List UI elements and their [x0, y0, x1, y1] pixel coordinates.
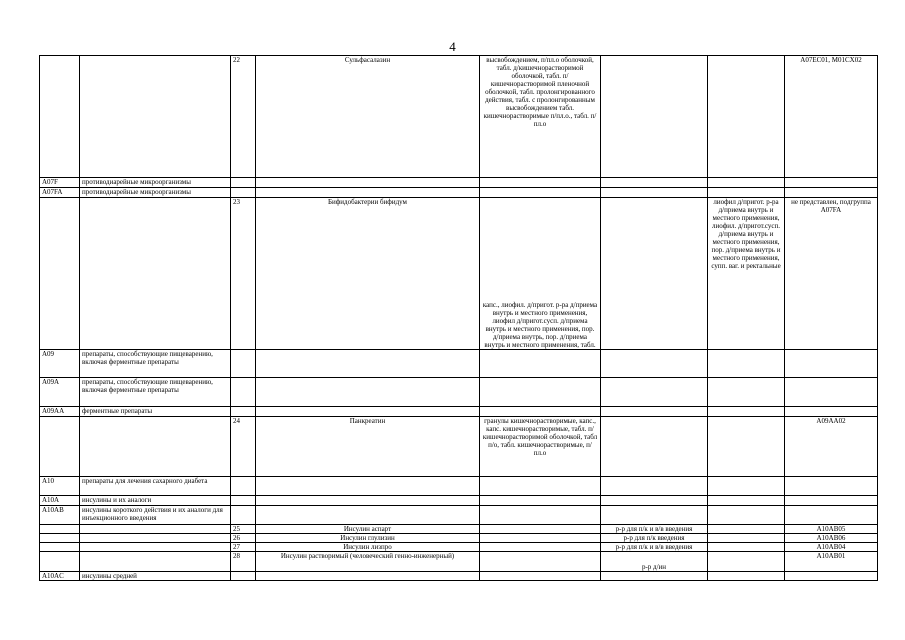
table-row [40, 188, 878, 198]
note-cell: A10AB01 [785, 552, 878, 572]
dosage-form-alt-cell: р-р для п/к и в/в введения [601, 525, 708, 534]
row-number-cell [231, 188, 256, 198]
group-name-cell: препараты, способствующие пищеварению, включая ферментные препараты [80, 378, 231, 407]
group-name-cell [80, 534, 231, 543]
atc-code-cell [40, 56, 80, 178]
dosage-form-alt-cell: р-р для п/к введения [601, 534, 708, 543]
dosage-form-cell [480, 534, 601, 543]
group-name-cell: инсулины средней [80, 572, 231, 581]
dosage-form-extra-cell [708, 417, 785, 477]
dosage-form-cell [480, 552, 601, 572]
drug-name-cell: Инсулин растворимый (человеческий генно-инженерный) [256, 552, 480, 572]
table-row [40, 417, 878, 477]
row-number-cell: 24 [231, 417, 256, 477]
note-cell: A09AA02 [785, 417, 878, 477]
drug-name-cell [256, 407, 480, 417]
note-cell [785, 506, 878, 525]
dosage-form-extra-cell [708, 407, 785, 417]
dosage-form-alt-cell [601, 506, 708, 525]
dosage-form-alt-cell [601, 178, 708, 188]
group-name-cell [80, 56, 231, 178]
note-cell: A10AB06 [785, 534, 878, 543]
dosage-form-cell: высвобождением, п/пл.о оболочкой, табл. д/кишечнорастворимой оболочкой, табл. п/кишечнорастворимой пленочной оболочкой, табл. пролонгированного действия, табл. с пролонгированным высвобождением табл. кишечнорастворимые п/пл.о., табл. п/пл.о [480, 56, 601, 178]
dosage-form-alt-cell [601, 496, 708, 506]
table-row [40, 477, 878, 496]
atc-code-cell: A10AC [40, 572, 80, 581]
table-row [40, 543, 878, 552]
row-number-cell [231, 572, 256, 581]
table-row [40, 534, 878, 543]
table-row [40, 496, 878, 506]
dosage-form-cell [480, 350, 601, 378]
dosage-form-extra-cell [708, 552, 785, 572]
dosage-form-cell: гранулы кишечнорастворимые, капс., капс. кишечнорастворимые, табл. п/кишечнорастворимой оболочкой, табл п/о, табл. кишечнорастворимые, п/пл.о [480, 417, 601, 477]
table-row [40, 198, 878, 350]
dosage-form-extra-cell [708, 378, 785, 407]
dosage-form-cell [480, 178, 601, 188]
group-name-cell: препараты, способствующие пищеварению, включая ферментные препараты [80, 350, 231, 378]
dosage-form-extra-cell [708, 477, 785, 496]
table-row [40, 178, 878, 188]
dosage-form-alt-cell [601, 56, 708, 178]
row-number-cell: 23 [231, 198, 256, 350]
dosage-form-extra-cell: лиофил д/пригот. р-ра д/приема внутрь и местного применения, лиофил. д/пригот.сусп. д/приема внутрь и местного применения, пор. д/приема внутрь и местного применения, супп. ваг. и ректальные [708, 198, 785, 350]
group-name-cell: инсулины короткого действия и их аналоги для инъекционного введения [80, 506, 231, 525]
group-name-cell [80, 552, 231, 572]
dosage-form-cell [480, 543, 601, 552]
atc-code-cell: A09A [40, 378, 80, 407]
dosage-form-alt-cell [601, 572, 708, 581]
drug-name-cell [256, 506, 480, 525]
table-row [40, 572, 878, 581]
atc-code-cell [40, 534, 80, 543]
note-cell [785, 407, 878, 417]
dosage-form-cell: капс., лиофил. д/пригот. р-ра д/приема внутрь и местного применения, лиофил д/пригот.сусп. д/приема внутрь и местного применения, пор. д/приема внутрь, пор. д/приема внутрь и местного применения, табл. [480, 198, 601, 350]
row-number-cell: 28 [231, 552, 256, 572]
note-cell [785, 378, 878, 407]
dosage-form-alt-cell: р-р для п/к и в/в введения [601, 543, 708, 552]
dosage-form-cell [480, 477, 601, 496]
note-cell: A10AB05 [785, 525, 878, 534]
dosage-form-cell [480, 572, 601, 581]
dosage-form-extra-cell [708, 496, 785, 506]
group-name-cell [80, 525, 231, 534]
note-cell: не представлен, подгруппа A07FA [785, 198, 878, 350]
drug-name-cell [256, 378, 480, 407]
dosage-form-extra-cell [708, 525, 785, 534]
drug-name-cell: Бифидобактерии бифидум [256, 198, 480, 350]
drug-name-cell [256, 477, 480, 496]
atc-code-cell [40, 525, 80, 534]
drug-name-cell: Сульфасалазин [256, 56, 480, 178]
dosage-form-extra-cell [708, 543, 785, 552]
dosage-form-alt-cell [601, 350, 708, 378]
dosage-form-alt-cell [601, 198, 708, 350]
row-number-cell [231, 506, 256, 525]
group-name-cell [80, 198, 231, 350]
dosage-form-extra-cell [708, 350, 785, 378]
dosage-form-alt-cell [601, 477, 708, 496]
row-number-cell [231, 477, 256, 496]
row-number-cell [231, 350, 256, 378]
table-row [40, 506, 878, 525]
dosage-form-cell [480, 496, 601, 506]
dosage-form-alt-cell [601, 378, 708, 407]
atc-code-cell [40, 543, 80, 552]
row-number-cell: 25 [231, 525, 256, 534]
dosage-form-extra-cell [708, 534, 785, 543]
drug-name-cell [256, 350, 480, 378]
table-row [40, 56, 878, 178]
atc-code-cell: A10 [40, 477, 80, 496]
dosage-form-alt-cell [601, 407, 708, 417]
atc-code-cell [40, 417, 80, 477]
table-row [40, 407, 878, 417]
group-name-cell: препараты для лечения сахарного диабета [80, 477, 231, 496]
dosage-form-alt-cell [601, 417, 708, 477]
row-number-cell: 27 [231, 543, 256, 552]
drug-name-cell: Инсулин лизпро [256, 543, 480, 552]
table-row [40, 378, 878, 407]
atc-code-cell: A10A [40, 496, 80, 506]
table-row [40, 350, 878, 378]
page-number: 4 [449, 39, 456, 54]
row-number-cell: 26 [231, 534, 256, 543]
drug-name-cell [256, 178, 480, 188]
note-cell [785, 572, 878, 581]
group-name-cell: ферментные препараты [80, 407, 231, 417]
drug-name-cell [256, 496, 480, 506]
atc-code-cell [40, 552, 80, 572]
atc-code-cell [40, 198, 80, 350]
table-row [40, 552, 878, 572]
drug-name-cell: Инсулин аспарт [256, 525, 480, 534]
dosage-form-extra-cell [708, 506, 785, 525]
dosage-form-cell [480, 188, 601, 198]
group-name-cell: противодиарейные микроорганизмы [80, 188, 231, 198]
note-cell [785, 350, 878, 378]
group-name-cell [80, 417, 231, 477]
row-number-cell [231, 178, 256, 188]
row-number-cell [231, 378, 256, 407]
note-cell: A07EC01, M01CX02 [785, 56, 878, 178]
dosage-form-cell [480, 407, 601, 417]
dosage-form-extra-cell [708, 188, 785, 198]
note-cell: A10AB04 [785, 543, 878, 552]
atc-code-cell: A09 [40, 350, 80, 378]
atc-code-cell: A07FA [40, 188, 80, 198]
dosage-form-alt-cell: р-р д/ин [601, 552, 708, 572]
dosage-form-cell [480, 525, 601, 534]
drug-name-cell [256, 572, 480, 581]
group-name-cell: инсулины и их аналоги [80, 496, 231, 506]
note-cell [785, 477, 878, 496]
row-number-cell: 22 [231, 56, 256, 178]
dosage-form-alt-cell [601, 188, 708, 198]
table-row [40, 525, 878, 534]
note-cell [785, 178, 878, 188]
drug-name-cell: Панкреатин [256, 417, 480, 477]
dosage-form-cell [480, 378, 601, 407]
row-number-cell [231, 496, 256, 506]
drug-name-cell [256, 188, 480, 198]
dosage-form-extra-cell [708, 56, 785, 178]
atc-code-cell: A09AA [40, 407, 80, 417]
atc-code-cell: A07F [40, 178, 80, 188]
drug-name-cell: Инсулин глулизин [256, 534, 480, 543]
drug-registry-table [39, 55, 878, 581]
row-number-cell [231, 407, 256, 417]
note-cell [785, 188, 878, 198]
dosage-form-extra-cell [708, 178, 785, 188]
note-cell [785, 496, 878, 506]
dosage-form-cell [480, 506, 601, 525]
dosage-form-extra-cell [708, 572, 785, 581]
atc-code-cell: A10AB [40, 506, 80, 525]
group-name-cell: противодиарейные микроорганизмы [80, 178, 231, 188]
group-name-cell [80, 543, 231, 552]
